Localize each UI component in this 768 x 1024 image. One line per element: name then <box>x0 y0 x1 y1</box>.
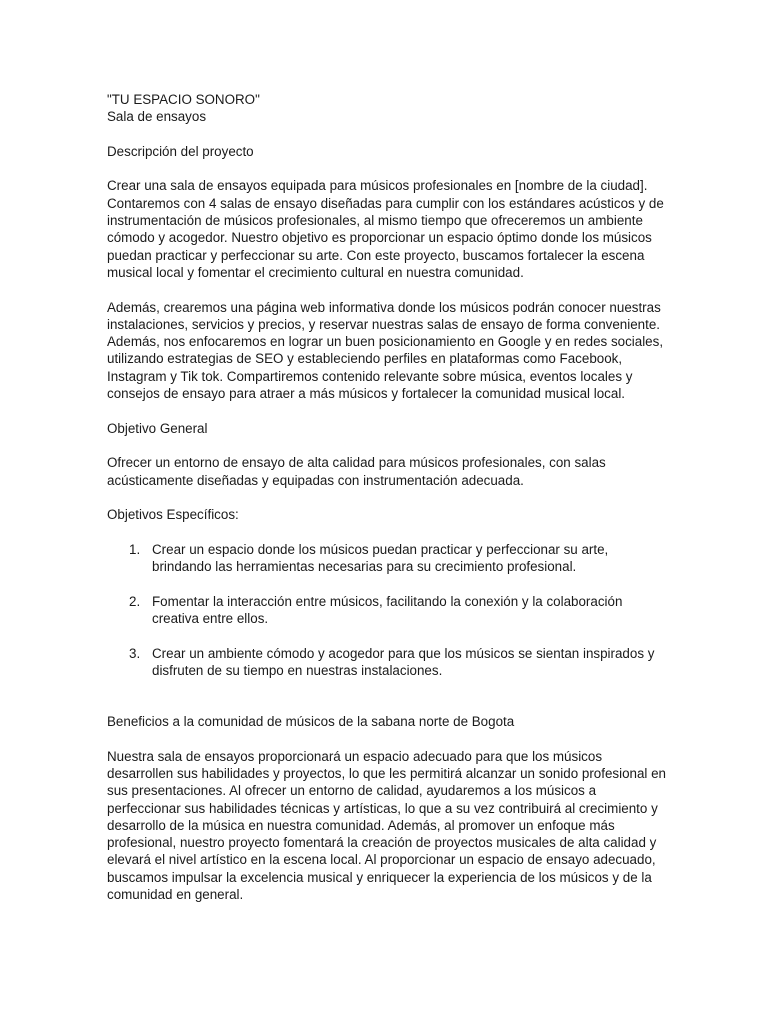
general-objective-heading: Objetivo General <box>107 420 208 436</box>
list-item <box>129 593 667 628</box>
list-item <box>129 541 667 576</box>
document-title: "TU ESPACIO SONORO" <box>107 92 260 107</box>
list-item-text: Fomentar la interacción entre músicos, facilitando la conexión y la colaboración creativa entre ellos. <box>152 593 623 626</box>
general-objective-text: Ofrecer un entorno de ensayo de alta calidad para músicos profesionales, con salas acústicamente diseñadas y equipadas con instrumentación adecuada. <box>107 455 606 488</box>
list-item-number: 1. <box>129 541 141 557</box>
list-item-text: Crear un espacio donde los músicos puedan practicar y perfeccionar su arte, brindando las herramientas necesarias para su crecimiento profesional. <box>152 541 609 575</box>
title-block <box>107 91 667 126</box>
description-paragraph-2: Además, crearemos una página web informativa donde los músicos podrán conocer nuestras instalaciones, servicios y precios, y reservar nuestras salas de ensayo de forma conveniente. Además, nos enfocaremos en lograr un buen posicionamiento en Google y en redes sociales, utilizando estrategias de SEO y estableciendo perfiles en plataformas como Facebook, Instagram y Tik tok. Compartiremos contenido relevante sobre música, eventos locales y consejos de ensayo para atraer a más músicos y fortalecer la comunidad musical local. <box>107 299 664 402</box>
benefits-heading: Beneficios a la comunidad de músicos de la sabana norte de Bogota <box>107 714 515 730</box>
description-heading: Descripción del proyecto <box>107 143 254 159</box>
list-item-number: 2. <box>129 593 141 609</box>
benefits-text: Nuestra sala de ensayos proporcionará un espacio adecuado para que los músicos desarrollen sus habilidades y proyectos, lo que les permitirá alcanzar un sonido profesional en sus presentaciones. Al ofrecer un entorno de calidad, ayudaremos a los músicos a perfeccionar sus habilidades técnicas y artísticas, lo que a su vez contribuirá al crecimiento y desarrollo de la música en nuestra comunidad. Además, al promover un enfoque más profesional, nuestro proyecto fomentará la creación de proyectos musicales de alta calidad y elevará el nivel artístico en la escena local. Al proporcionar un espacio de ensayo adecuado, buscamos impulsar la excelencia musical y enriquecer la experiencia de los músicos y de la comunidad en general. <box>107 748 667 903</box>
specific-objectives-heading: Objetivos Específicos: <box>107 507 239 523</box>
list-item-text: Crear un ambiente cómodo y acogedor para que los músicos se sientan inspirados y disfruten de su tiempo en nuestras instalaciones. <box>152 645 655 678</box>
specific-objectives-list <box>107 541 667 679</box>
document-subtitle: Sala de ensayos <box>107 109 207 125</box>
document-page <box>107 91 667 903</box>
list-item-number: 3. <box>129 645 141 661</box>
list-item <box>129 645 667 680</box>
description-paragraph-1: Crear una sala de ensayos equipada para músicos profesionales en [nombre de la ciudad]. Contaremos con 4 salas de ensayo diseñadas para cumplir con los estándares acústicos y de instrumentación de músicos profesionales, al mismo tiempo que ofreceremos un ambiente cómodo y acogedor. Nuestro objetivo es proporcionar un espacio óptimo donde los músicos puedan practicar y perfeccionar su arte. Con este proyecto, buscamos fortalecer la escena musical local y fomentar el crecimiento cultural en nuestra comunidad. <box>107 178 664 280</box>
